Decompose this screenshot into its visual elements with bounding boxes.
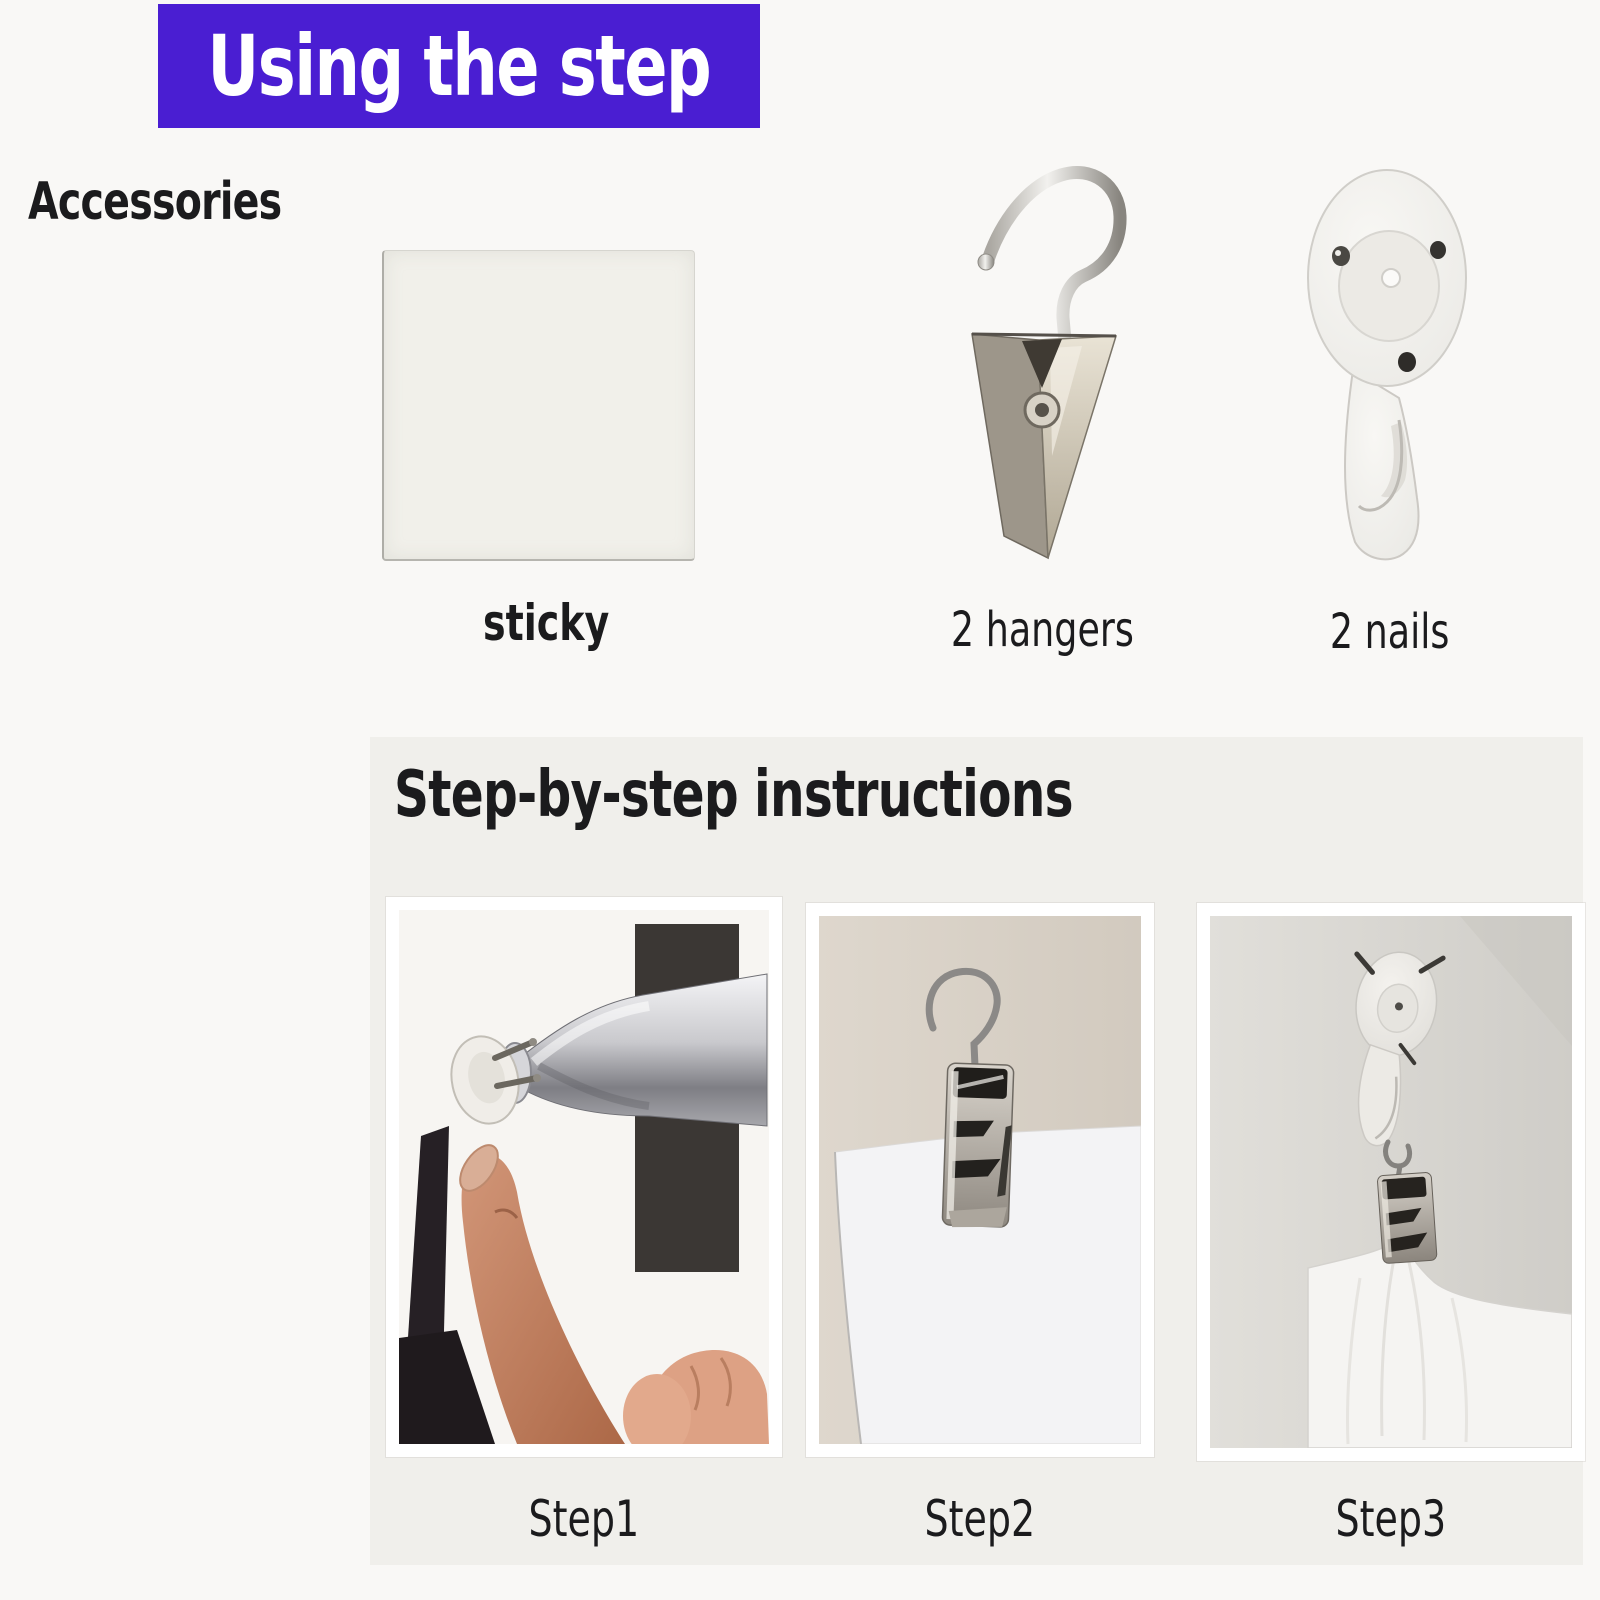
hangers-label: 2 hangers xyxy=(950,602,1134,658)
nails-label: 2 nails xyxy=(1330,604,1450,660)
sticky-label: sticky xyxy=(482,594,610,652)
accessories-heading: Accessories xyxy=(28,172,282,232)
step3-photo xyxy=(1197,903,1585,1461)
step2-photo xyxy=(806,903,1154,1457)
sticky-pad-image xyxy=(382,250,695,561)
step3-label: Step3 xyxy=(1335,1490,1447,1548)
step1-photo xyxy=(386,897,782,1457)
step2-scene xyxy=(819,916,1141,1444)
step3-scene xyxy=(1210,916,1572,1448)
step1-label: Step1 xyxy=(528,1490,640,1548)
page-title: Using the step xyxy=(207,17,711,115)
clip-jaws xyxy=(972,334,1116,558)
nail-hook-image xyxy=(1295,158,1480,565)
nail-hook-body xyxy=(1308,170,1466,559)
step2-label: Step2 xyxy=(924,1490,1036,1548)
step1-scene xyxy=(399,910,769,1444)
instructions-heading: Step-by-step instructions xyxy=(394,758,1073,832)
title-banner xyxy=(158,4,760,128)
hanger-clip-image xyxy=(930,158,1130,565)
